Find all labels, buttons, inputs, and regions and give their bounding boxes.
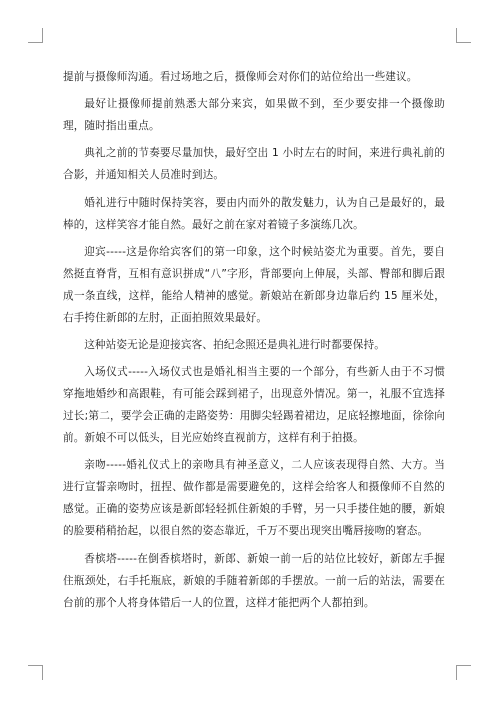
document-body [63,66,445,614]
paragraph: 香槟塔-----在倒香槟塔时，新郎、新娘一前一后的站位比较好，新郎左手握住瓶颈处，右手托瓶底，新娘的手随着新郎的手摆放。一前一后的站法，需要在台前的那个人将身体错后一人的位置，这样才能把两个人都拍到。 [63,552,445,609]
paragraph: 这种站姿无论是迎接宾客、拍纪念照还是典礼进行时都要保持。 [84,338,386,351]
crop-mark-top-left [28,28,43,43]
paragraph: 最好让摄像师提前熟悉大部分来宾，如果做不到，至少要安排一个摄像助理，随时指出重点。 [63,98,445,133]
crop-mark-top-right [456,28,471,43]
paragraph: 入场仪式-----入场仪式也是婚礼相当主要的一个部分，有些新人由于不习惯穿拖地婚纱和高跟鞋，有可能会踩到裙子，出现意外情况。第一，礼服不宜选择过长;第二，要学会正确的走路姿势：用脚尖轻踢着裙边，足底轻擦地面，徐徐向前。新娘不可以低头，目光应始终直视前方，这样有利于拍摄。 [63,366,445,445]
paragraph: 婚礼进行中随时保持笑容，要由内而外的散发魅力，认为自己是最好的，最棒的，这样笑容才能自然。最好之前在家对着镜子多演练几次。 [63,196,445,231]
paragraph: 亲吻-----婚礼仪式上的亲吻具有神圣意义，二人应该表现得自然、大方。当进行宣誓亲吻时，扭捏、做作都是需要避免的，这样会给客人和摄像师不自然的感觉。正确的姿势应该是新郎轻轻抓住新娘的手臂，另一只手搂住她的腰，新娘的脸要稍稍抬起，以很自然的姿态靠近，千万不要出现突出嘴唇接吻的窘态。 [63,459,445,538]
crop-mark-bottom-left [28,665,43,680]
paragraph: 典礼之前的节奏要尽量加快，最好空出 1 小时左右的时间，来进行典礼前的合影，并通知相关人员准时到达。 [63,147,445,182]
paragraph: 迎宾-----这是你给宾客们的第一印象，这个时候站姿尤为重要。首先，要自然挺直脊背，互相有意识拼成“八”字形，背部要向上伸展，头部、臀部和脚后跟成一条直线，这样，能给人精神的感觉。新娘站在新郎身边靠后约 15 厘米处，右手挎住新郎的左肘，正面拍照效果最好。 [63,245,445,324]
paragraph-continued: 提前与摄像师沟通。看过场地之后，摄像师会对你们的站位给出一些建议。 [63,71,418,83]
crop-mark-bottom-right [456,665,471,680]
